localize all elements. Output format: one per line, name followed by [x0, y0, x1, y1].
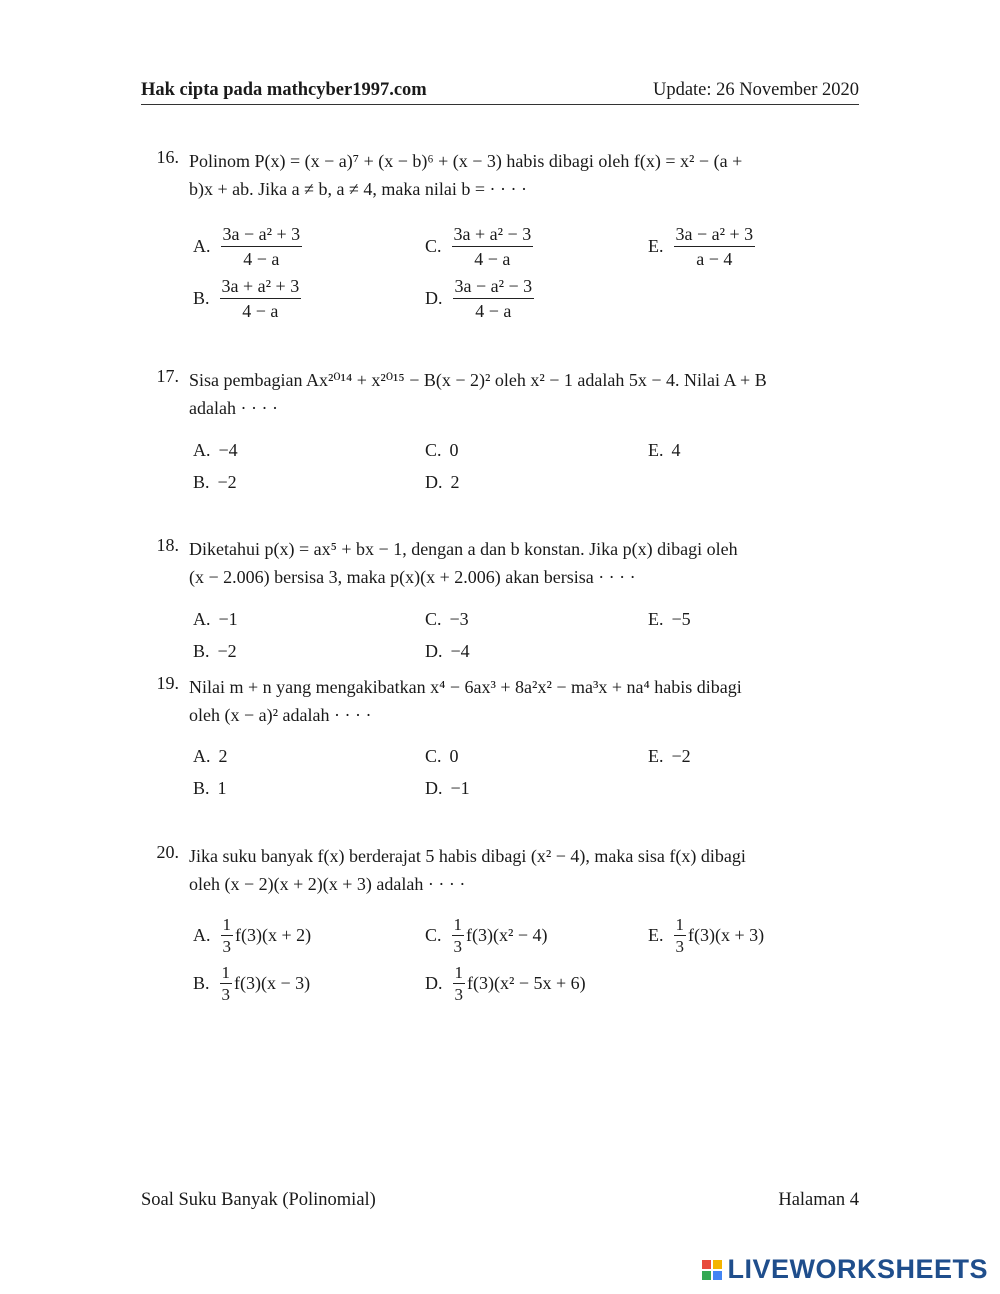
logo-square: [702, 1260, 711, 1269]
option-b[interactable]: B. −2: [193, 641, 237, 661]
option-d[interactable]: D. $\frac{\text{3a − a² − 3}}{4 - a}$: [425, 276, 533, 321]
option-e[interactable]: E. −2: [648, 746, 691, 766]
option-a[interactable]: A. $\frac{\text{3a − a² + 3}}{4 - a}$: [193, 224, 301, 269]
option-a[interactable]: A. 2: [193, 746, 228, 766]
question-text: [189, 842, 859, 898]
option-d[interactable]: D. 2: [425, 472, 460, 492]
question-text: [189, 366, 859, 422]
header-copyright: Hak cipta pada mathcyber1997.com: [141, 80, 427, 100]
question-number: 19.: [156, 673, 179, 693]
logo-text: LIVEWORKSHEETS: [727, 1254, 988, 1284]
logo-square: [713, 1260, 722, 1269]
question-line: oleh (x − 2)(x + 2)(x + 3) adalah · · · ·: [189, 874, 466, 894]
option-c[interactable]: C. $\frac{\text{3a + a² − 3}}{4 - a}$: [425, 224, 532, 269]
question-line: oleh (x − a)² adalah · · · ·: [189, 705, 372, 725]
question-line: (x − 2.006) bersisa 3, maka p(x)(x + 2.006) akan bersisa · · · ·: [189, 567, 636, 587]
question-line: Polinom P(x) = (x − a)⁷ + (x − b)⁶ + (x − 3) habis dibagi oleh f(x) = x² − (a +: [189, 151, 743, 171]
option-d[interactable]: D. −1: [425, 778, 470, 798]
footer-page-number: Halaman 4: [778, 1190, 859, 1210]
option-e[interactable]: E. 4: [648, 440, 681, 460]
question-line: Jika suku banyak f(x) berderajat 5 habis dibagi (x² − 4), maka sisa f(x) dibagi: [189, 846, 746, 866]
logo-square: [702, 1271, 711, 1280]
question-text: [189, 147, 859, 203]
option-b[interactable]: B. −2: [193, 472, 237, 492]
footer-title: Soal Suku Banyak (Polinomial): [141, 1190, 376, 1210]
logo-grid-icon: [702, 1260, 722, 1280]
option-c[interactable]: C. −3: [425, 609, 469, 629]
option-e[interactable]: E. −5: [648, 609, 691, 629]
option-b[interactable]: B. $\frac{1}{3}$ f(3)(x − 3): [193, 963, 311, 1004]
question-line: Diketahui p(x) = ax⁵ + bx − 1, dengan a dan b konstan. Jika p(x) dibagi oleh: [189, 539, 738, 559]
question-number: 20.: [156, 842, 179, 862]
question-number: 16.: [156, 147, 179, 167]
option-c[interactable]: C. 0: [425, 746, 459, 766]
option-e[interactable]: E. $\frac{1}{3}$ f(3)(x + 3): [648, 915, 765, 956]
question-number: 18.: [156, 535, 179, 555]
header-rule: [141, 104, 859, 105]
option-c[interactable]: C. $\frac{1}{3}$ f(3)(x² − 4): [425, 915, 548, 956]
option-d[interactable]: D. $\frac{1}{3}$ f(3)(x² − 5x + 6): [425, 963, 586, 1004]
option-b[interactable]: B. 1: [193, 778, 227, 798]
logo-square: [713, 1271, 722, 1280]
question-line: adalah · · · ·: [189, 398, 278, 418]
question-text: [189, 535, 859, 591]
option-a[interactable]: A. −4: [193, 440, 238, 460]
option-a[interactable]: A. −1: [193, 609, 238, 629]
option-c[interactable]: C. 0: [425, 440, 459, 460]
question-number: 17.: [156, 366, 179, 386]
liveworksheets-logo[interactable]: [702, 1254, 988, 1285]
option-d[interactable]: D. −4: [425, 641, 470, 661]
header-update: Update: 26 November 2020: [652, 80, 859, 100]
question-text: [189, 673, 859, 729]
question-line: Sisa pembagian Ax²⁰¹⁴ + x²⁰¹⁵ − B(x − 2)² oleh x² − 1 adalah 5x − 4. Nilai A + B: [189, 370, 767, 390]
option-b[interactable]: B. $\frac{\text{3a + a² + 3}}{4 - a}$: [193, 276, 300, 321]
question-line: b)x + ab. Jika a ≠ b, a ≠ 4, maka nilai b = · · · ·: [189, 179, 527, 199]
option-a[interactable]: A. $\frac{1}{3}$ f(3)(x + 2): [193, 915, 312, 956]
question-line: Nilai m + n yang mengakibatkan x⁴ − 6ax³ + 8a²x² − ma³x + na⁴ habis dibagi: [189, 677, 742, 697]
option-e[interactable]: E. $\frac{\text{3a − a² + 3}}{a - 4}$: [648, 224, 754, 269]
